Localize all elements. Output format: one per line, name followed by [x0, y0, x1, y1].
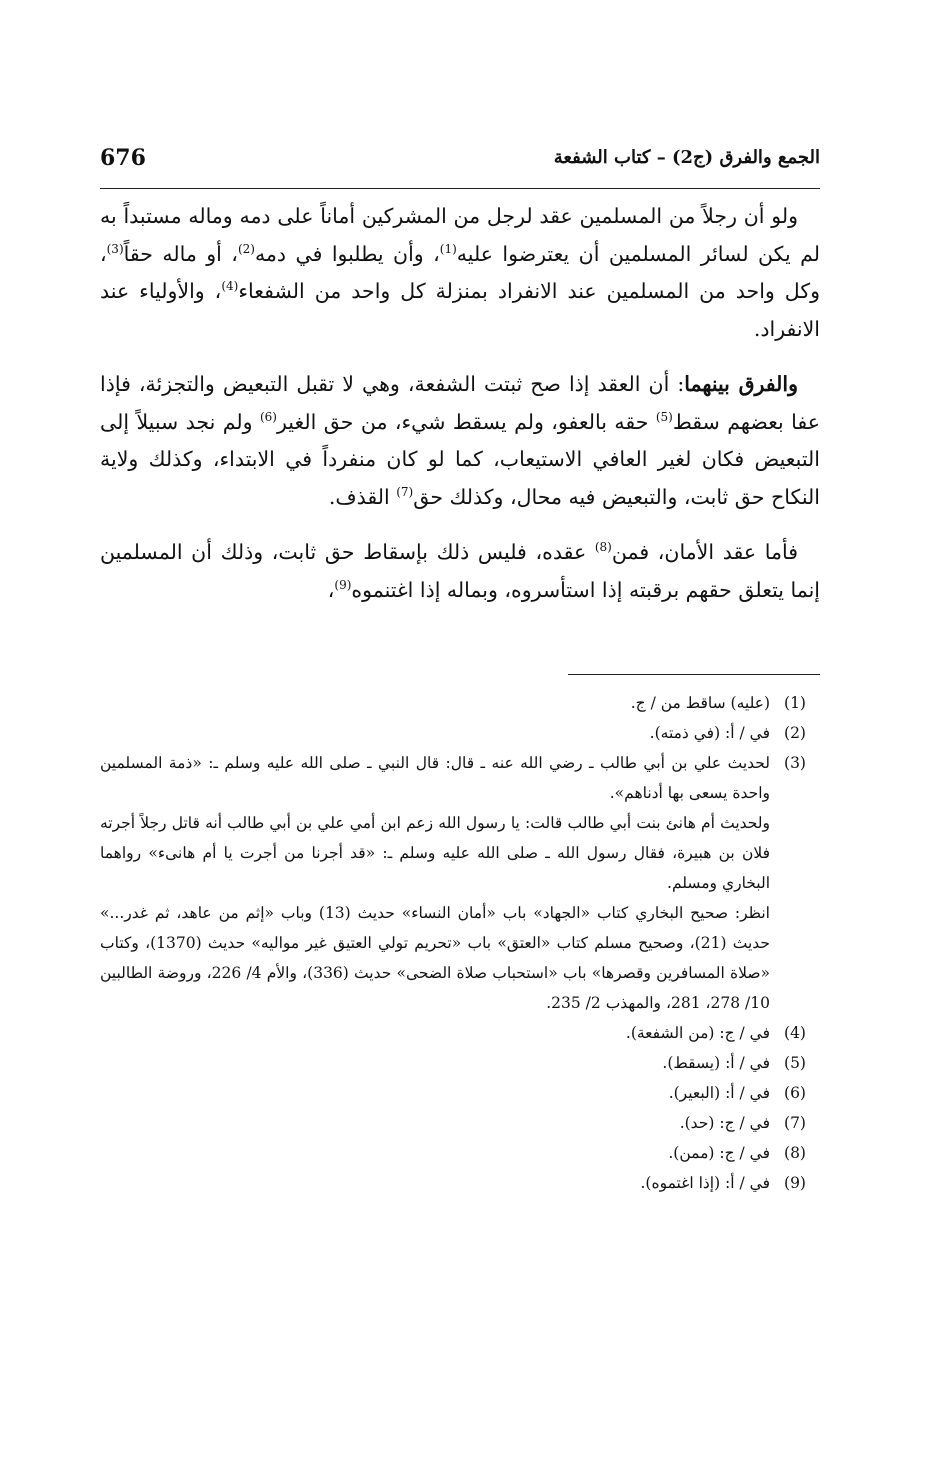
text-run: عقده، فليس ذلك بإسقاط حق ثابت، وذلك أن المسلمين إنما يتعلق حقهم برقبته إذا استأسروه، وبماله إذا اغتنموه [100, 540, 820, 602]
paragraph-3 [100, 534, 820, 609]
footnote [100, 1138, 820, 1168]
footnote-ref: (5) [655, 409, 673, 424]
footnote-text: في / أ: (يسقط). [662, 1054, 770, 1072]
footnote-text: (عليه) ساقط من / ج. [630, 694, 770, 712]
text-run: ولو أن رجلاً من المسلمين عقد لرجل من المشركين أماناً على دمه وماله مستبداً به لم يكن لسائر المسلمين أن يعترضوا عليه [100, 204, 820, 266]
footnote-text: في / أ: (إذا اغتموه). [640, 1174, 770, 1192]
footnote-ref: (6) [259, 409, 277, 424]
running-title: الجمع والفرق (ج2) – كتاب الشفعة [553, 147, 820, 168]
footnote [100, 1018, 820, 1048]
footnotes [100, 688, 820, 1198]
text-run: فأما عقد الأمان، فمن [611, 540, 798, 564]
footnote-ref: (9) [334, 577, 352, 592]
text-run: القذف. [328, 484, 397, 509]
footnote [100, 688, 820, 718]
text-run: ، وكل واحد من المسلمين عند الانفراد بمنزلة كل واحد من الشفعاء [100, 241, 820, 303]
footnote [100, 1108, 820, 1138]
footnote-separator [568, 674, 820, 675]
footnote-number: (6) [784, 1084, 806, 1102]
footnote [100, 748, 820, 1018]
header-rule [100, 188, 820, 189]
footnote-ref: (7) [396, 484, 414, 499]
footnote-text: في / ج: (ممن). [668, 1144, 770, 1162]
footnote-ref: (3) [106, 241, 124, 256]
footnote-number: (5) [784, 1054, 806, 1072]
footnote [100, 718, 820, 748]
running-header [100, 145, 820, 185]
footnote-number: (9) [784, 1174, 806, 1192]
footnote [100, 1168, 820, 1198]
footnote-text: ولحديث أم هانئ بنت أبي طالب قالت: يا رسول الله زعم ابن أمي علي بن أبي طالب أنه قاتل رجلاً أجرته فلان بن هبيرة، فقال رسول الله ـ صلى الله عليه وسلم ـ: «قد أجرنا من أجرت يا أم هانىء» رواهما البخاري ومسلم. [100, 814, 770, 892]
footnote-number: (2) [784, 724, 806, 742]
footnote-number: (1) [784, 694, 806, 712]
footnote-text: في / ج: (من الشفعة). [625, 1024, 770, 1042]
footnote-number: (7) [784, 1114, 806, 1132]
footnote-number: (8) [784, 1144, 806, 1162]
footnote-text: لحديث علي بن أبي طالب ـ رضي الله عنه ـ قال: قال النبي ـ صلى الله عليه وسلم ـ: «ذمة المسلمين واحدة يسعى بها أدناهم». [100, 754, 770, 802]
footnote-text: في / ج: (حد). [679, 1114, 770, 1132]
footnote-number: (3) [784, 754, 806, 772]
footnote [100, 1078, 820, 1108]
text-run: ، والأولياء عند الانفراد. [100, 279, 820, 341]
text-run: حقه بالعفو، ولم يسقط شيء، من حق الغير [276, 409, 656, 434]
text-run: ولم نجد سبيلاً إلى التبعيض فكان لغير العافي الاستيعاب، كما لو كان منفرداً في الابتداء، وكذلك ولاية النكاح حق ثابت، والتبعيض فيه محال، وكذلك حق [100, 409, 820, 509]
page-number: 676 [100, 145, 146, 171]
section-lead: والفرق بينهما [684, 372, 798, 396]
text-run: ، [327, 577, 335, 602]
footnote-ref: (8) [594, 540, 612, 555]
main-text [100, 198, 820, 627]
paragraph-2 [100, 366, 820, 516]
text-run: ، أو ماله حقاً [123, 241, 238, 266]
footnote-text: في / أ: (في ذمته). [649, 724, 770, 742]
text-run: ، وأن يطلبوا في دمه [254, 241, 440, 266]
footnote-ref: (2) [237, 241, 255, 256]
footnote-text: في / أ: (البعير). [668, 1084, 770, 1102]
paragraph-1 [100, 198, 820, 348]
footnote [100, 1048, 820, 1078]
footnote-ref: (1) [439, 241, 457, 256]
footnote-ref: (4) [221, 279, 239, 294]
text-run: : أن العقد إذا صح ثبتت الشفعة، وهي لا تقبل التبعيض والتجزئة، فإذا عفا بعضهم سقط [100, 372, 820, 434]
footnote-text: انظر: صحيح البخاري كتاب «الجهاد» باب «أمان النساء» حديث (13) وباب «إثم من عاهد، ثم غدر...» حديث (21)، وصحيح مسلم كتاب «العتق» باب «تحريم تولي العتيق غير مواليه» حديث (1370)، وكتاب «صلاة المسافرين وقصرها» باب «استحباب صلاة الضحى» حديث (336)، والأم 4/ 226، وروضة الطالبين 10/ 278، 281، والمهذب 2/ 235. [100, 904, 770, 1012]
footnote-number: (4) [784, 1024, 806, 1042]
